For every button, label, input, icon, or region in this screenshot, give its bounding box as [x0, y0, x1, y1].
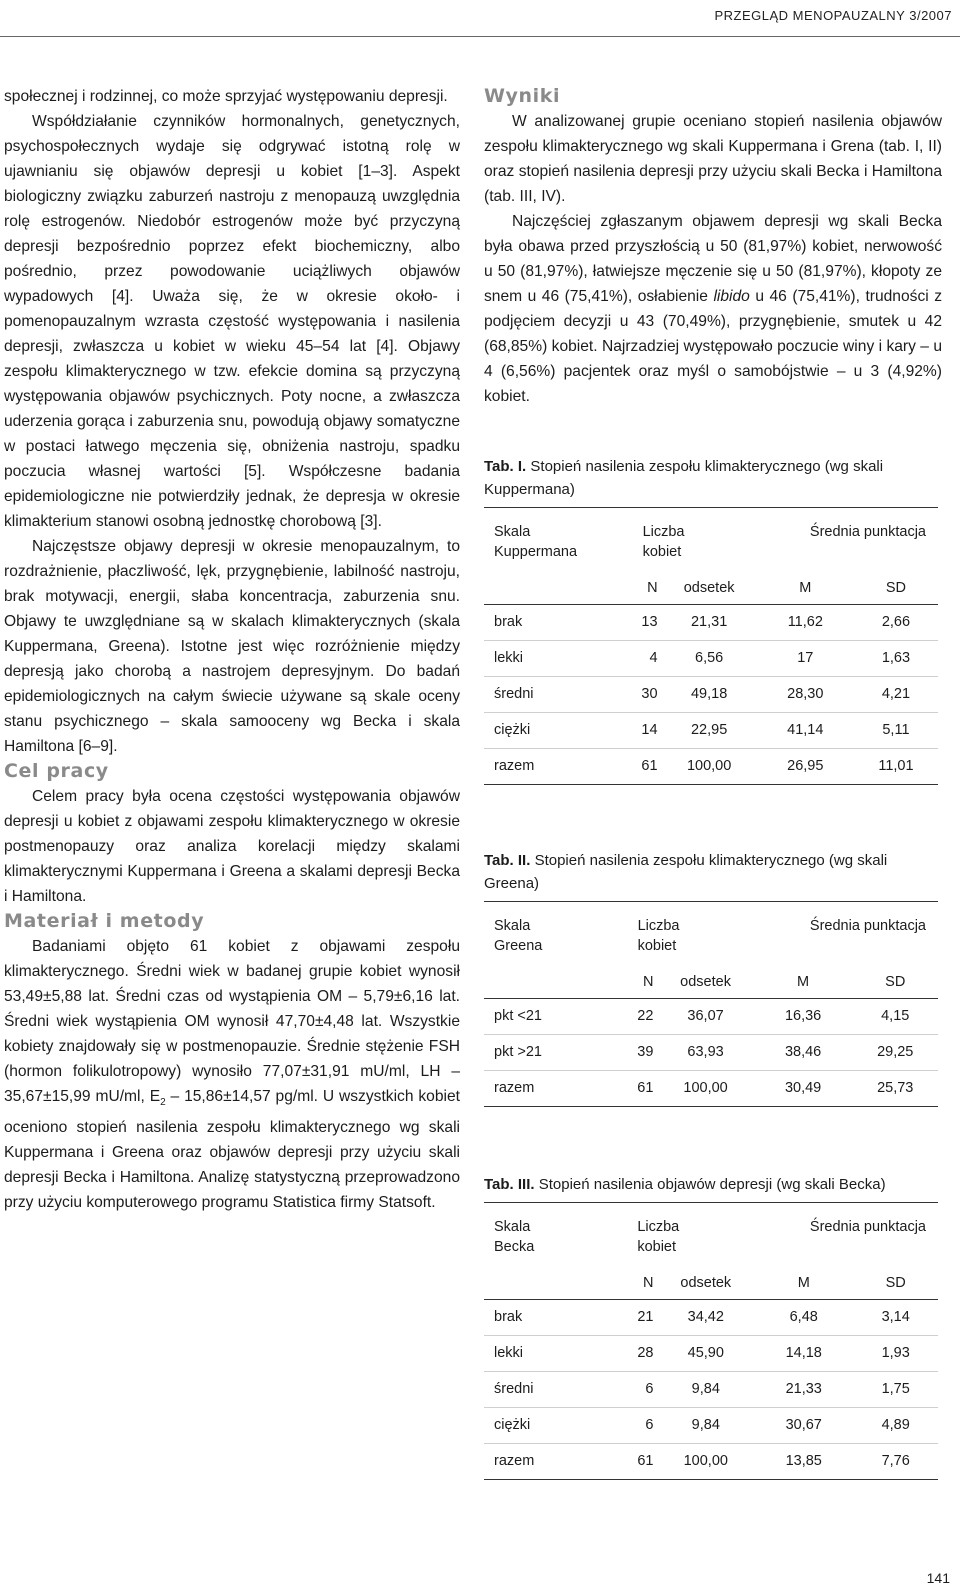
paragraph-material: [4, 934, 460, 1215]
running-header: PRZEGLĄD MENOPAUZALNY 3/2007: [714, 8, 952, 23]
table-1-col-n: N: [609, 572, 662, 605]
table-row: ciężki 6 9,84 30,67 4,89: [484, 1408, 938, 1444]
wyniki-2-text-a: Najczęściej zgłaszanym objawem depresji wg skali Becka była obawa przed przyszłością u 50 (81,97%) kobiet, nerwowość u 50 (81,97%), łatwiejsze męczenie się u 50 (81,97%), kłopoty ze snem u 46 (75,41%), osłabienie: [484, 213, 942, 305]
paragraph-hormonal: Współdziałanie czynników hormonalnych, genetycznych, psychospołecznych wydaje się odgrywać istotną rolę w ujawnianiu się objawów depresji u kobiet [1–3]. Aspekt biologiczny związku zaburzeń nastroju z menopauzą uwzględnia rolę estrogenów. Niedobór estrogenów może być przyczyną depresji bezpośrednio poprzez efekt biochemiczny, albo pośrednio, przez powodowanie uciążliwych objawów wypadowych [4]. Uważa się, że w okresie około- i pomenopauzalnym wzrasta częstość występowania i nasilenia depresji, zwłaszcza u kobiet w wieku 45–54 lat [4]. Objawy zespołu klimakterycznego w tzw. efekcie domina są przyczyną występowania objawów psychicznych. Poty nocne, a zwłaszcza uderzenia gorąca i zaburzenia snu, powodują objawy somatyczne w postaci łatwego męczenia się, obniżenia nastroju, spadku poczucia własnej wartości [5]. Współczesne badania epidemiologiczne nie potwierdziły jednak, że depresja w okresie klimakterium stanowi osobną jednostkę chorobową [3].: [4, 113, 460, 530]
table-1-count-header: Liczba kobiet: [609, 508, 757, 573]
table-2-caption-text: Stopień nasilenia zespołu klimakterycznego (wg skali Greena): [484, 852, 888, 892]
table-1-label: Tab. I.: [484, 458, 527, 475]
table-2-col-sd: SD: [852, 966, 938, 999]
right-column: [484, 84, 942, 1480]
wyniki-2-libido: libido: [713, 288, 750, 305]
table-3-avg-header: Średnia punktacja: [754, 1203, 938, 1268]
page-number: 141: [926, 1570, 950, 1586]
table-row: razem 61 100,00 13,85 7,76: [484, 1444, 938, 1480]
table-2: [484, 901, 938, 1107]
table-row: pkt >21 39 63,93 38,46 29,25: [484, 1035, 938, 1071]
section-title-material: Materiał i metody: [4, 910, 205, 932]
table-1: [484, 507, 938, 785]
material-subscript: 2: [160, 1097, 166, 1109]
table-3-col-sd: SD: [853, 1267, 938, 1300]
table-row: pkt <21 22 36,07 16,36 4,15: [484, 999, 938, 1035]
table-2-col-odsetek: odsetek: [657, 966, 753, 999]
table-1-caption-text: Stopień nasilenia zespołu klimakterycznego (wg skali Kuppermana): [484, 458, 884, 498]
table-2-count-header: Liczba kobiet: [604, 902, 754, 967]
table-3-col-odsetek: odsetek: [657, 1267, 754, 1300]
paragraph-wyniki-2: [484, 209, 942, 409]
table-2-scale-header: Skala Greena: [484, 902, 604, 967]
table-row: średni 30 49,18 28,30 4,21: [484, 677, 938, 713]
table-row: lekki 28 45,90 14,18 1,93: [484, 1336, 938, 1372]
table-3: [484, 1202, 938, 1480]
table-1-caption: [484, 455, 942, 501]
table-3-label: Tab. III.: [484, 1176, 535, 1193]
table-1-col-sd: SD: [854, 572, 938, 605]
left-column: [4, 84, 460, 1215]
table-3-scale-header: Skala Becka: [484, 1203, 603, 1268]
table-3-col-n: N: [603, 1267, 657, 1300]
material-text-a: Badaniami objęto 61 kobiet z objawami zespołu klimakterycznego. Średni wiek w badanej grupie kobiet wynosił 53,49±5,88 lat. Średni czas od wystąpienia OM – 5,79±6,16 lat. Średni wiek wystąpienia OM wynosił 47,70±4,48 lat. Wszystkie kobiety znajdowały się w postmenopauzie. Średnie stężenie FSH (hormon folikulotropowy) wynosiło 77,07±31,91 mU/ml, LH – 35,67±15,99 mU/ml, E: [4, 938, 460, 1105]
table-row: średni 6 9,84 21,33 1,75: [484, 1372, 938, 1408]
table-row: lekki 4 6,56 17 1,63: [484, 641, 938, 677]
wyniki-2-text-b: u 46 (75,41%), trudności z podjęciem decyzji u 43 (70,49%), przygnębienie, smutek u 42 (68,85%) kobiet. Najrzadziej występowało poczucie winy i kary – u 4 (6,56%) pacjentek oraz myśl o samobójstwie – u 3 (4,92%) kobiet.: [484, 288, 942, 405]
paragraph-symptoms: Najczęstsze objawy depresji w okresie menopauzalnym, to rozdrażnienie, płaczliwość, lęk, przygnębienie, labilność nastroju, brak motywacji, energii, słaba koncentracja, zaburzenia snu. Objawy te uwzględniane są w skalach klimakterycznych (skala Kuppermana, Greena). Istotne jest więc rozróżnienie między depresją jako chorobą a nastrojem depresyjnym. Do badań epidemiologicznych na całym świecie używane są skale oceny stanu psychicznego – skala samooceny wg Becka i skala Hamiltona [6–9].: [4, 538, 460, 755]
table-2-col-m: M: [754, 966, 853, 999]
table-1-col-m: M: [757, 572, 854, 605]
table-row: brak 21 34,42 6,48 3,14: [484, 1300, 938, 1336]
material-text-b: – 15,86±14,57 pg/ml. U wszystkich kobiet oceniono stopień nasilenia zespołu klimakterycznego wg skali Kuppermana i Greena oraz objawów depresji przy użyciu skali depresji Becka i Hamiltona. Analizę statystyczną przeprowadzono przy użyciu komputerowego programu Statistica firmy Statsoft.: [4, 1088, 460, 1212]
table-row: razem 61 100,00 26,95 11,01: [484, 749, 938, 785]
table-2-label: Tab. II.: [484, 852, 531, 869]
table-1-col-odsetek: odsetek: [662, 572, 757, 605]
section-title-cel: Cel pracy: [4, 760, 109, 782]
table-3-count-header: Liczba kobiet: [603, 1203, 754, 1268]
table-row: brak 13 21,31 11,62 2,66: [484, 605, 938, 641]
paragraph-intro-end: społecznej i rodzinnej, co może sprzyjać występowaniu depresji.: [4, 88, 448, 105]
paragraph-cel: Celem pracy była ocena częstości występowania objawów depresji u kobiet z objawami zespołu klimakterycznego w okresie postmenopauzy oraz analiza korelacji między skalami klimakterycznymi Kuppermana i Greena a skalami depresji Becka i Hamiltona.: [4, 788, 460, 905]
table-2-col-n: N: [604, 966, 658, 999]
table-2-caption: [484, 849, 942, 895]
table-3-col-m: M: [754, 1267, 853, 1300]
table-row: ciężki 14 22,95 41,14 5,11: [484, 713, 938, 749]
table-1-scale-header: Skala Kuppermana: [484, 508, 609, 573]
section-title-wyniki: Wyniki: [484, 85, 561, 107]
table-3-caption-text: Stopień nasilenia objawów depresji (wg skali Becka): [534, 1176, 886, 1193]
table-3-caption: [484, 1173, 942, 1196]
table-row: razem 61 100,00 30,49 25,73: [484, 1071, 938, 1107]
header-rule: [0, 36, 960, 37]
table-2-avg-header: Średnia punktacja: [754, 902, 938, 967]
table-1-avg-header: Średnia punktacja: [757, 508, 938, 573]
paragraph-wyniki-1: W analizowanej grupie oceniano stopień nasilenia objawów zespołu klimakterycznego wg skali Kuppermana i Grena (tab. I, II) oraz stopień nasilenia depresji przy użyciu skali Becka i Hamiltona (tab. III, IV).: [484, 113, 942, 205]
